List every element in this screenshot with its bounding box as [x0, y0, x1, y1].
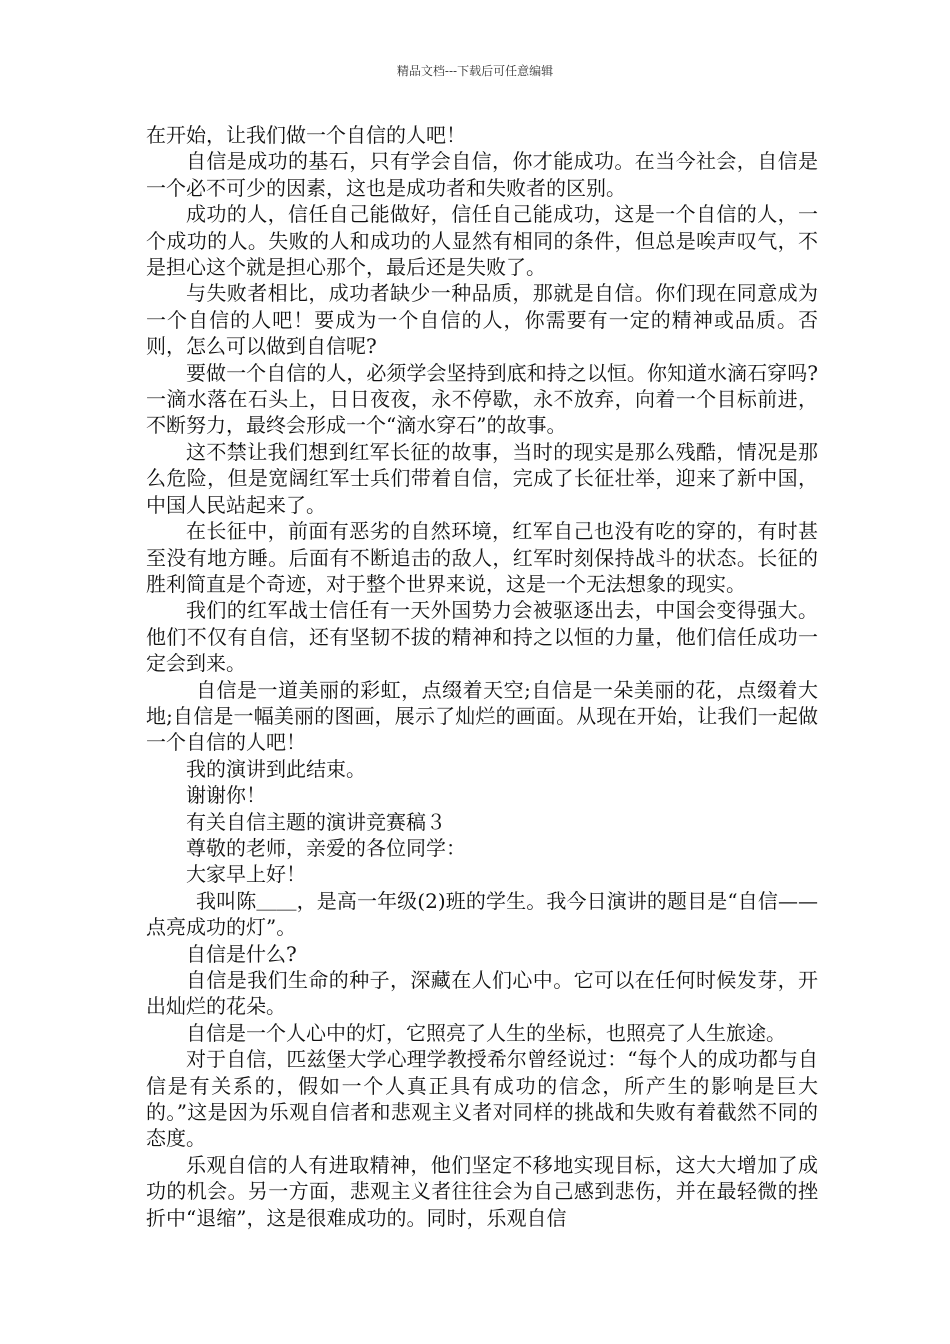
greeting: 大家早上好！: [186, 862, 306, 887]
paragraph: 自信是成功的基石，只有学会自信，你才能成功。在当今社会，自信是一个必不可少的因素，这也是成功者和失败者的区别。: [146, 149, 818, 200]
paragraph: 我们的红军战士信任有一天外国势力会被驱逐出去，中国会变得强大。他们不仅有自信，还有坚韧不拔的精神和持之以恒的力量，他们信任成功一定会到来。: [146, 598, 818, 676]
page-header: 精品文档---下载后可任意编辑: [396, 64, 554, 78]
paragraph: 自信是我们生命的种子，深藏在人们心中。它可以在任何时候发芽，开出灿烂的花朵。: [146, 968, 818, 1019]
paragraph: 我的演讲到此结束。: [186, 756, 366, 781]
paragraph: 谢谢你！: [186, 783, 266, 808]
paragraph: 乐观自信的人有进取精神，他们坚定不移地实现目标，这大大增加了成功的机会。另一方面，悲观主义者往往会为自己感到悲伤，并在最轻微的挫折中“退缩”，这是很难成功的。同时，乐观自信: [146, 1152, 818, 1230]
paragraph: 自信是一个人心中的灯，它照亮了人生的坐标，也照亮了人生旅途。: [186, 1020, 786, 1045]
paragraph: 对于自信，匹兹堡大学心理学教授希尔曾经说过：“每个人的成功都与自信是有关系的，假如一个人真正具有成功的信念，所产生的影响是巨大的。”这是因为乐观自信者和悲观主义者对同样的挑战和失败有着截然不同的态度。: [146, 1047, 818, 1151]
paragraph: 与失败者相比，成功者缺少一种品质，那就是自信。你们现在同意成为一个自信的人吧！要成为一个自信的人，你需要有一定的精神或品质。否则，怎么可以做到自信呢?: [146, 281, 818, 359]
paragraph: 要做一个自信的人，必须学会坚持到底和持之以恒。你知道水滴石穿吗?一滴水落在石头上，日日夜夜，永不停歇，永不放弃，向着一个目标前进，不断努力，最终会形成一个“滴水穿石”的故事。: [146, 360, 818, 438]
salutation: 尊敬的老师，亲爱的各位同学：: [186, 835, 466, 860]
section-title: 有关自信主题的演讲竞赛稿３: [186, 809, 446, 834]
paragraph: 我叫陈＿＿，是高一年级(2)班的学生。我今日演讲的题目是“自信——点亮成功的灯”。: [146, 888, 818, 940]
paragraph: 在开始，让我们做一个自信的人吧！: [146, 123, 466, 147]
paragraph: 成功的人，信任自己能做好，信任自己能成功，这是一个自信的人，一个成功的人。失败的人和成功的人显然有相同的条件，但总是唉声叹气，不是担心这个就是担心那个，最后还是失败了。: [146, 202, 818, 280]
paragraph: 这不禁让我们想到红军长征的故事，当时的现实是那么残酷，情况是那么危险，但是宽阔红军士兵们带着自信，完成了长征壮举，迎来了新中国，中国人民站起来了。: [146, 439, 818, 517]
paragraph: 在长征中，前面有恶劣的自然环境，红军自己也没有吃的穿的，有时甚至没有地方睡。后面有不断追击的敌人，红军时刻保持战斗的状态。长征的胜利简直是个奇迹，对于整个世界来说，这是一个无法想象的现实。: [146, 519, 818, 596]
paragraph: 自信是什么?: [186, 941, 297, 966]
document-body: [146, 122, 818, 1231]
paragraph: 自信是一道美丽的彩虹，点缀着天空;自信是一朵美丽的花，点缀着大地;自信是一幅美丽的图画，展示了灿烂的画面。从现在开始，让我们一起做一个自信的人吧！: [146, 677, 818, 755]
